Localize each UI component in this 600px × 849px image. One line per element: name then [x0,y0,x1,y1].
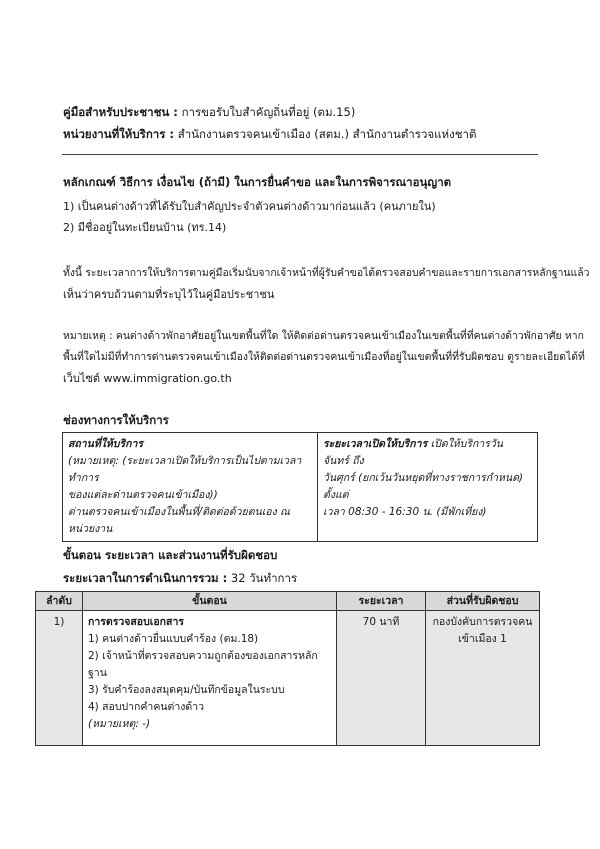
manual-value: การขอรับใบสำคัญถิ่นที่อยู่ (ตม.15) [181,105,356,119]
step-responsible-cell [426,611,540,746]
service-location-note-2: ของแต่ละด่านตรวจคนเข้าเมือง)) [68,489,218,501]
step-responsible-line-1: กองบังคับการตรวจคน [432,616,533,628]
col-header-order: ลำดับ [36,592,83,611]
opening-hours-line-2: วันศุกร์ (ยกเว้นวันหยุดที่ทางราชการกำหนด) ตั้งแต่ [323,472,523,501]
col-header-responsible: ส่วนที่รับผิดชอบ [426,592,540,611]
manual-label: คู่มือสำหรับประชาชน : [63,105,178,119]
step-duration: 70 นาที [337,611,426,746]
agency-value: สำนักงานตรวจคนเข้าเมือง (สตม.) สำนักงานตำรวจแห่งชาติ [177,127,477,141]
step-detail-cell [83,611,337,746]
service-location-text: ด่านตรวจคนเข้าเมืองในพื้นที่/ติดต่อด้วยตนเอง ณ หน่วยงาน [68,506,290,535]
header-divider [62,154,538,155]
steps-table [35,591,540,746]
table-row [36,611,540,746]
manual-title-row [63,104,355,122]
opening-hours-days: เปิดให้บริการวัน จันทร์ ถึง [323,438,503,467]
step-line-4: 4) สอบปากคำคนต่างด้าว [88,701,204,713]
channels-table [62,432,538,542]
criteria-title: หลักเกณฑ์ วิธีการ เงื่อนไข (ถ้ามี) ในการยื่นคำขอ และในการพิจารณาอนุญาต [63,175,452,189]
opening-hours-line-1 [323,436,532,470]
note-line-2: พื้นที่ใดไม่มีที่ทำการด่านตรวจคนเข้าเมืองให้ติดต่อด่านตรวจคนเข้าเมืองที่อยู่ในเขตพื้นที่ที่รับผิดชอบ ดูรายละเอียดได้ที่ [63,351,585,363]
opening-hours-title: ระยะเวลาเปิดให้บริการ [323,438,428,450]
criteria-item-1: 1) เป็นคนต่างด้าวที่ได้รับใบสำคัญประจำตัวคนต่างด้าวมาก่อนแล้ว (คนภายใน) [63,200,436,213]
step-title: การตรวจสอบเอกสาร [88,616,184,628]
step-number: 1) [36,611,83,746]
step-line-3: 3) รับคำร้องลงสมุดคุม/บันทึกข้อมูลในระบบ [88,684,285,696]
agency-row [63,126,476,144]
total-duration-row [63,570,297,588]
channels-title: ช่องทางการให้บริการ [63,413,169,427]
steps-title: ขั้นตอน ระยะเวลา และส่วนงานที่รับผิดชอบ [63,548,278,562]
col-header-step: ขั้นตอน [83,592,337,611]
opening-hours-cell [318,433,538,542]
service-location-cell [63,433,318,542]
step-note: (หมายเหตุ: -) [88,718,151,730]
service-location-note-1: (หมายเหตุ: (ระยะเวลาเปิดให้บริการเป็นไปตามเวลาทำการ [68,455,302,484]
service-time-paragraph-line-2: เห็นว่าครบถ้วนตามที่ระบุไว้ในคู่มือประชาชน [63,288,275,301]
step-responsible-line-2: เข้าเมือง 1 [458,633,507,645]
steps-table-header [36,592,540,611]
total-duration-label: ระยะเวลาในการดำเนินการรวม : [63,571,228,585]
service-location-title: สถานที่ให้บริการ [68,438,144,450]
step-line-2: 2) เจ้าหน้าที่ตรวจสอบความถูกต้องของเอกสารหลักฐาน [88,650,318,679]
opening-hours-line-3: เวลา 08:30 - 16:30 น. (มีพักเที่ยง) [323,506,487,518]
criteria-item-2: 2) มีชื่ออยู่ในทะเบียนบ้าน (ทร.14) [63,221,227,234]
step-line-1: 1) คนต่างด้าวยื่นแบบคำร้อง (ตม.18) [88,633,259,645]
total-duration-value: 32 วันทำการ [230,571,298,585]
service-time-paragraph-line-1: ทั้งนี้ ระยะเวลาการให้บริการตามคู่มือเริ่มนับจากเจ้าหน้าที่ผู้รับคำขอได้ตรวจสอบคำขอและรายการเอกสารหลักฐานแล้ว [63,267,590,279]
note-line-3: เว็บไซต์ www.immigration.go.th [63,372,232,385]
col-header-duration: ระยะเวลา [337,592,426,611]
note-line-1: หมายเหตุ : คนต่างด้าวพักอาศัยอยู่ในเขตพื้นที่ใด ให้ติดต่อด่านตรวจคนเข้าเมืองในเขตพื้นที่ที่คนต่างด้าวพักอาศัย หาก [63,330,584,342]
agency-label: หน่วยงานที่ให้บริการ : [63,127,175,141]
